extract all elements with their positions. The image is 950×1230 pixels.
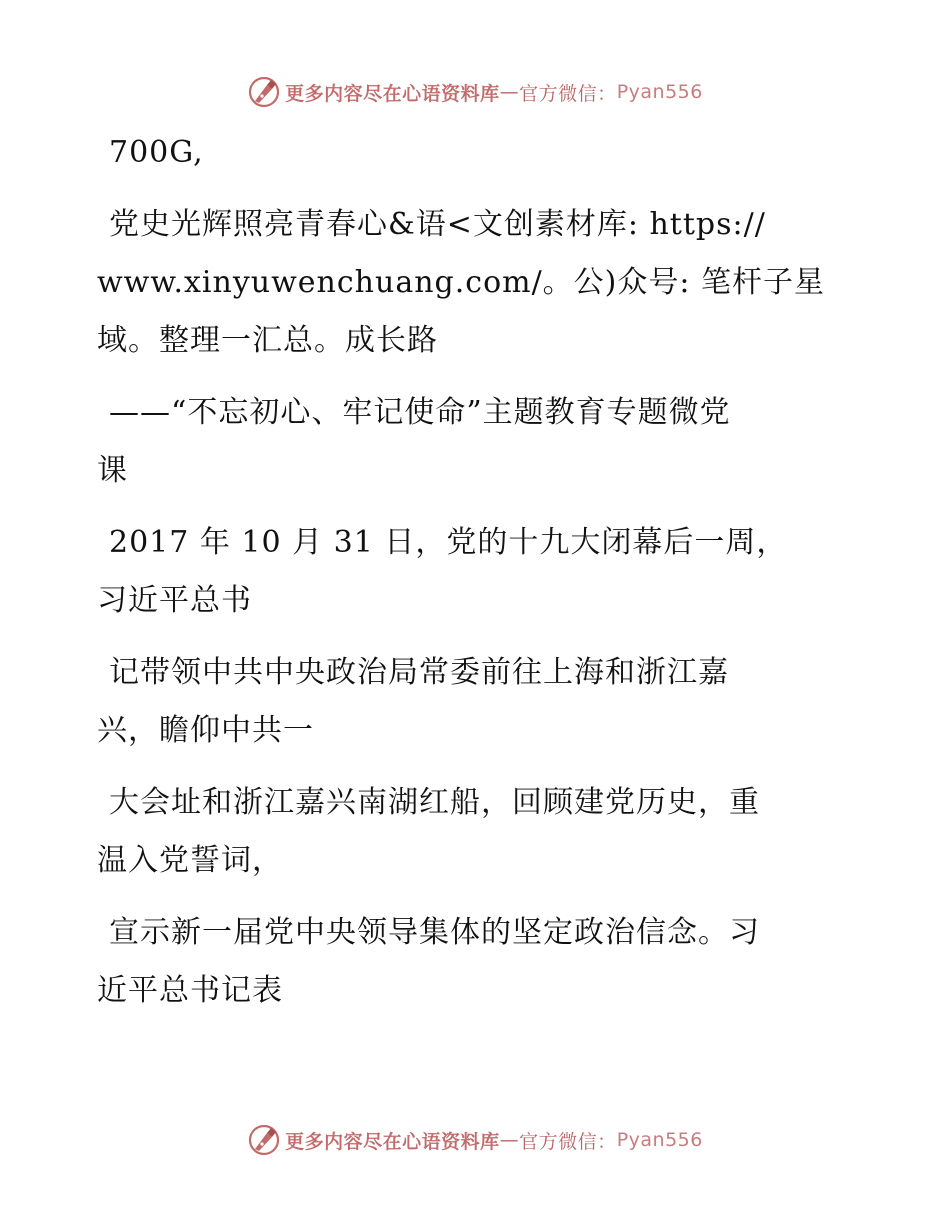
paragraph-line: www.xinyuwenchuang.com/。公)众号: 笔杆子星 xyxy=(97,265,826,300)
watermark-dash: — xyxy=(499,81,520,103)
watermark-sub-text: 官方微信： xyxy=(519,82,617,105)
paragraph-line: 习近平总书 xyxy=(97,583,252,618)
paragraph-line: 课 xyxy=(97,453,128,488)
pen-nib-logo-icon xyxy=(247,75,281,109)
watermark-id-text: Pyan556 xyxy=(616,81,703,103)
paragraph-line: 兴，瞻仰中共一 xyxy=(97,713,314,748)
paragraph-line: 大会址和浙江嘉兴南湖红船，回顾建党历史，重 xyxy=(109,785,760,820)
paragraph xyxy=(97,644,837,760)
watermark-sub-text: 官方微信： xyxy=(519,1130,617,1153)
paragraph-line: 记带领中共中央政治局常委前往上海和浙江嘉 xyxy=(109,655,729,690)
pen-nib-logo-icon xyxy=(247,1123,281,1157)
watermark-main-text: 更多内容尽在心语资料库 xyxy=(285,1130,500,1153)
paragraph xyxy=(97,774,837,890)
header-watermark xyxy=(0,70,950,114)
footer-watermark xyxy=(0,1118,950,1162)
paragraph-line: 域。整理一汇总。成长路 xyxy=(97,323,438,358)
paragraph-line: 党史光辉照亮青春心&语<文创素材库: https:// xyxy=(109,207,766,242)
document-body xyxy=(97,124,837,1034)
paragraph xyxy=(97,514,837,630)
paragraph xyxy=(97,124,837,182)
paragraph-line: 温入党誓词， xyxy=(97,843,283,878)
paragraph xyxy=(97,384,837,500)
paragraph xyxy=(97,196,837,370)
paragraph-line: 2017 年 10 月 31 日，党的十九大闭幕后一周， xyxy=(109,525,788,560)
paragraph-line: 近平总书记表 xyxy=(97,973,283,1008)
paragraph-line: 700G, xyxy=(109,135,204,170)
paragraph xyxy=(97,904,837,1020)
paragraph-line: 宣示新一届党中央领导集体的坚定政治信念。习 xyxy=(109,915,760,950)
watermark-dash: — xyxy=(499,1129,520,1151)
watermark-id-text: Pyan556 xyxy=(616,1129,703,1151)
paragraph-line: ——“不忘初心、牢记使命”主题教育专题微党 xyxy=(109,395,731,430)
watermark-main-text: 更多内容尽在心语资料库 xyxy=(285,82,500,105)
